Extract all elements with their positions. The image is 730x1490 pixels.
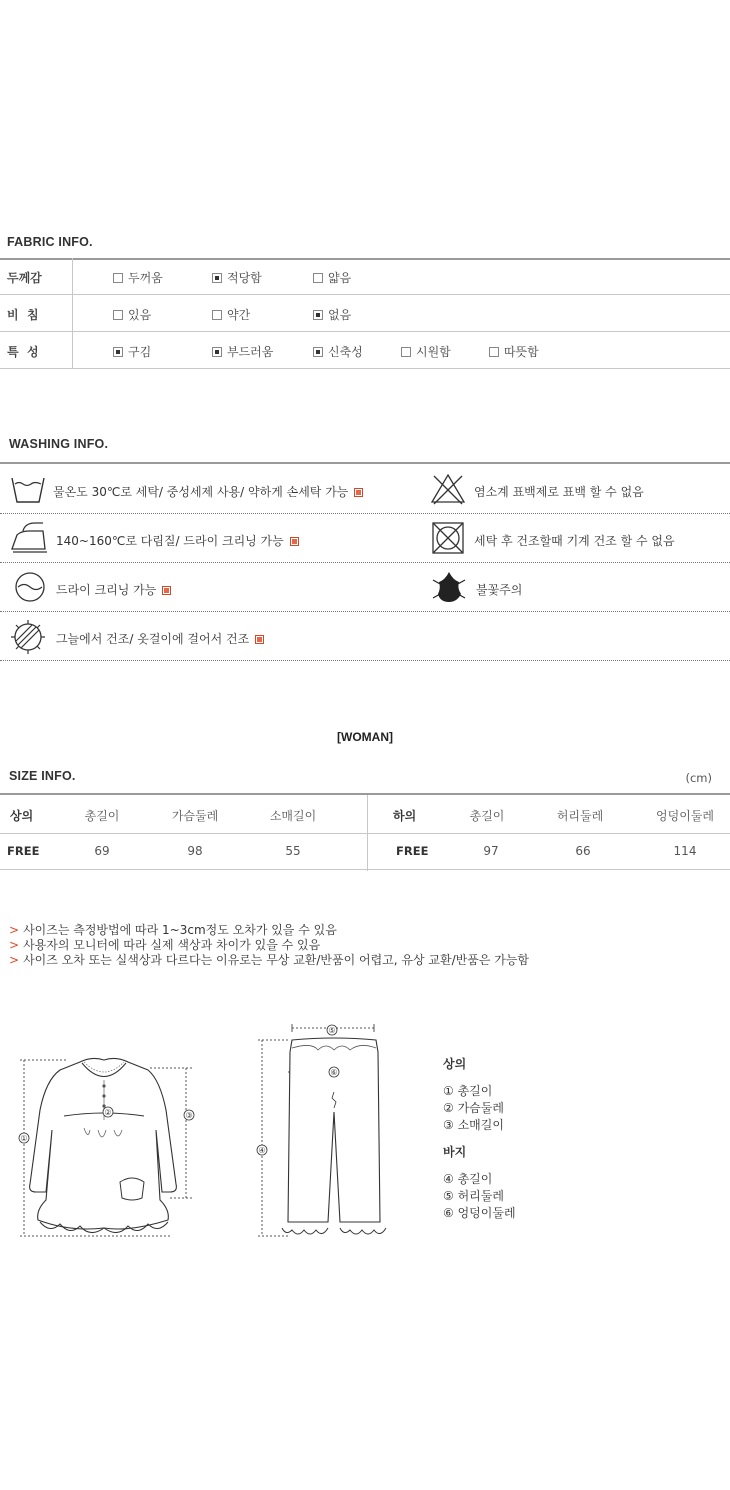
wash-row [0,612,730,661]
header-cell: 총길이 [469,809,505,823]
option-thick[interactable] [113,269,163,286]
wash-text: 불꽃주의 [476,583,523,597]
checkbox-checked-icon[interactable] [212,273,222,283]
note-text: 사이즈는 측정방법에 따라 1~3cm정도 오차가 있을 수 있음 [23,923,337,937]
orange-square-icon [354,488,363,497]
option-label: 얇음 [328,271,352,285]
header-cell: 엉덩이둘레 [656,809,714,823]
checkbox-icon[interactable] [489,347,499,357]
fabric-row-thickness [0,258,730,295]
header-cell: 소매길이 [269,809,317,823]
marker-2: ② [104,1108,112,1117]
legend-item: ③ 소매길이 [443,1118,504,1132]
washing-info-title: WASHING INFO. [9,437,109,451]
fabric-table [0,258,730,369]
legend-item: ⑤ 허리둘레 [443,1189,504,1203]
note-text: 사용자의 모니터에 따라 실제 색상과 차이가 있을 수 있음 [23,938,321,952]
checkbox-icon[interactable] [212,310,222,320]
wash-text-label: 140~160℃로 다림질/ 드라이 크리닝 가능 [56,534,284,548]
header-cell: 허리둘레 [556,809,604,823]
wash-text [56,581,171,598]
value-cell: 69 [94,844,110,858]
option-label: 두꺼움 [128,271,163,285]
orange-square-icon [162,586,171,595]
legend-item: ① 총길이 [443,1084,493,1098]
option-yes[interactable] [113,306,151,323]
note-item [9,951,529,968]
divider [72,332,73,369]
checkbox-checked-icon[interactable] [212,347,222,357]
option-soft[interactable] [212,343,273,360]
no-tumble-dry-icon [431,521,465,555]
option-wrinkle[interactable] [113,343,151,360]
checkbox-icon[interactable] [113,310,123,320]
wash-text: 세탁 후 건조할때 기계 건조 할 수 없음 [474,534,675,548]
unit-label: (cm) [685,771,712,785]
no-bleach-icon [430,472,466,506]
wash-row [0,563,730,612]
top-garment-diagram [10,1050,200,1245]
option-warm[interactable] [489,343,539,360]
divider [72,258,73,295]
legend-item: ⑥ 엉덩이둘레 [443,1206,516,1220]
checkbox-icon[interactable] [313,273,323,283]
iron-icon [9,521,49,555]
legend-item: ④ 총길이 [443,1172,493,1186]
bullet-arrow-icon: > [9,923,20,937]
option-label: 신축성 [328,345,363,359]
marker-6: ⑥ [330,1068,338,1077]
fabric-row-label: 두께감 [7,271,42,285]
marker-4: ④ [258,1146,266,1155]
option-label: 부드러움 [227,345,274,359]
option-stretch[interactable] [313,343,363,360]
option-thin[interactable] [313,269,351,286]
wash-row [0,465,730,514]
header-cell: 상의 [10,809,34,823]
option-label: 없음 [328,308,352,322]
checkbox-icon[interactable] [113,273,123,283]
marker-5: ⑤ [328,1026,336,1035]
pants-garment-diagram [252,1022,392,1244]
orange-square-icon [290,537,299,546]
size-table-row [0,832,730,870]
dry-clean-icon [13,570,47,604]
checkbox-checked-icon[interactable] [313,347,323,357]
wash-text [53,483,363,500]
checkbox-checked-icon[interactable] [113,347,123,357]
flame-icon [431,570,467,604]
header-cell: 가슴둘레 [171,809,219,823]
option-label: 따뜻함 [504,345,539,359]
option-label: 있음 [128,308,152,322]
shade-dry-icon [9,619,47,655]
fabric-row-characteristics [0,332,730,369]
option-cool[interactable] [401,343,451,360]
fabric-row-label: 특 성 [7,345,39,359]
value-cell: 114 [673,844,697,858]
value-cell: 98 [187,844,203,858]
checkbox-checked-icon[interactable] [313,310,323,320]
wash-text [56,630,264,647]
legend-top-title: 상의 [443,1057,467,1071]
note-text: 사이즈 오차 또는 실색상과 다르다는 이유로는 무상 교환/반품이 어렵고, 유상 교환/반품은 가능함 [23,953,530,967]
wash-text-label: 물온도 30℃로 세탁/ 중성세제 사용/ 약하게 손세탁 가능 [53,485,349,499]
fabric-row-label: 비 침 [7,308,39,322]
option-label: 시원함 [416,345,451,359]
washing-top-rule [0,462,730,464]
wash-row [0,514,730,563]
header-cell: 총길이 [84,809,120,823]
marker-3: ③ [185,1111,193,1120]
option-slightly[interactable] [212,306,250,323]
header-cell: 하의 [393,809,417,823]
fabric-row-sheerness [0,295,730,332]
hand-wash-icon [9,472,47,506]
value-cell: 97 [483,844,499,858]
value-cell: 55 [285,844,301,858]
value-cell: FREE [396,844,429,858]
fabric-info-title: FABRIC INFO. [7,235,93,249]
orange-square-icon [255,635,264,644]
option-none[interactable] [313,306,351,323]
legend-bottom-title: 바지 [443,1145,467,1159]
size-info-title: SIZE INFO. [9,769,76,783]
value-cell: FREE [7,844,40,858]
size-table-header [0,793,730,834]
diagram-legend [443,1055,516,1221]
option-label: 구김 [128,345,152,359]
wash-text [56,532,299,549]
wash-text: 염소계 표백제로 표백 할 수 없음 [474,485,644,499]
wash-text-label: 드라이 크리닝 가능 [56,583,157,597]
legend-item: ② 가슴둘레 [443,1101,504,1115]
option-label: 적당함 [227,271,262,285]
marker-1: ① [20,1134,28,1143]
checkbox-icon[interactable] [401,347,411,357]
value-cell: 66 [575,844,591,858]
bullet-arrow-icon: > [9,938,20,952]
divider [72,295,73,332]
bullet-arrow-icon: > [9,953,20,967]
option-medium[interactable] [212,269,262,286]
option-label: 약간 [227,308,251,322]
category-label: [WOMAN] [337,730,393,744]
wash-text-label: 그늘에서 건조/ 옷걸이에 걸어서 건조 [56,632,250,646]
